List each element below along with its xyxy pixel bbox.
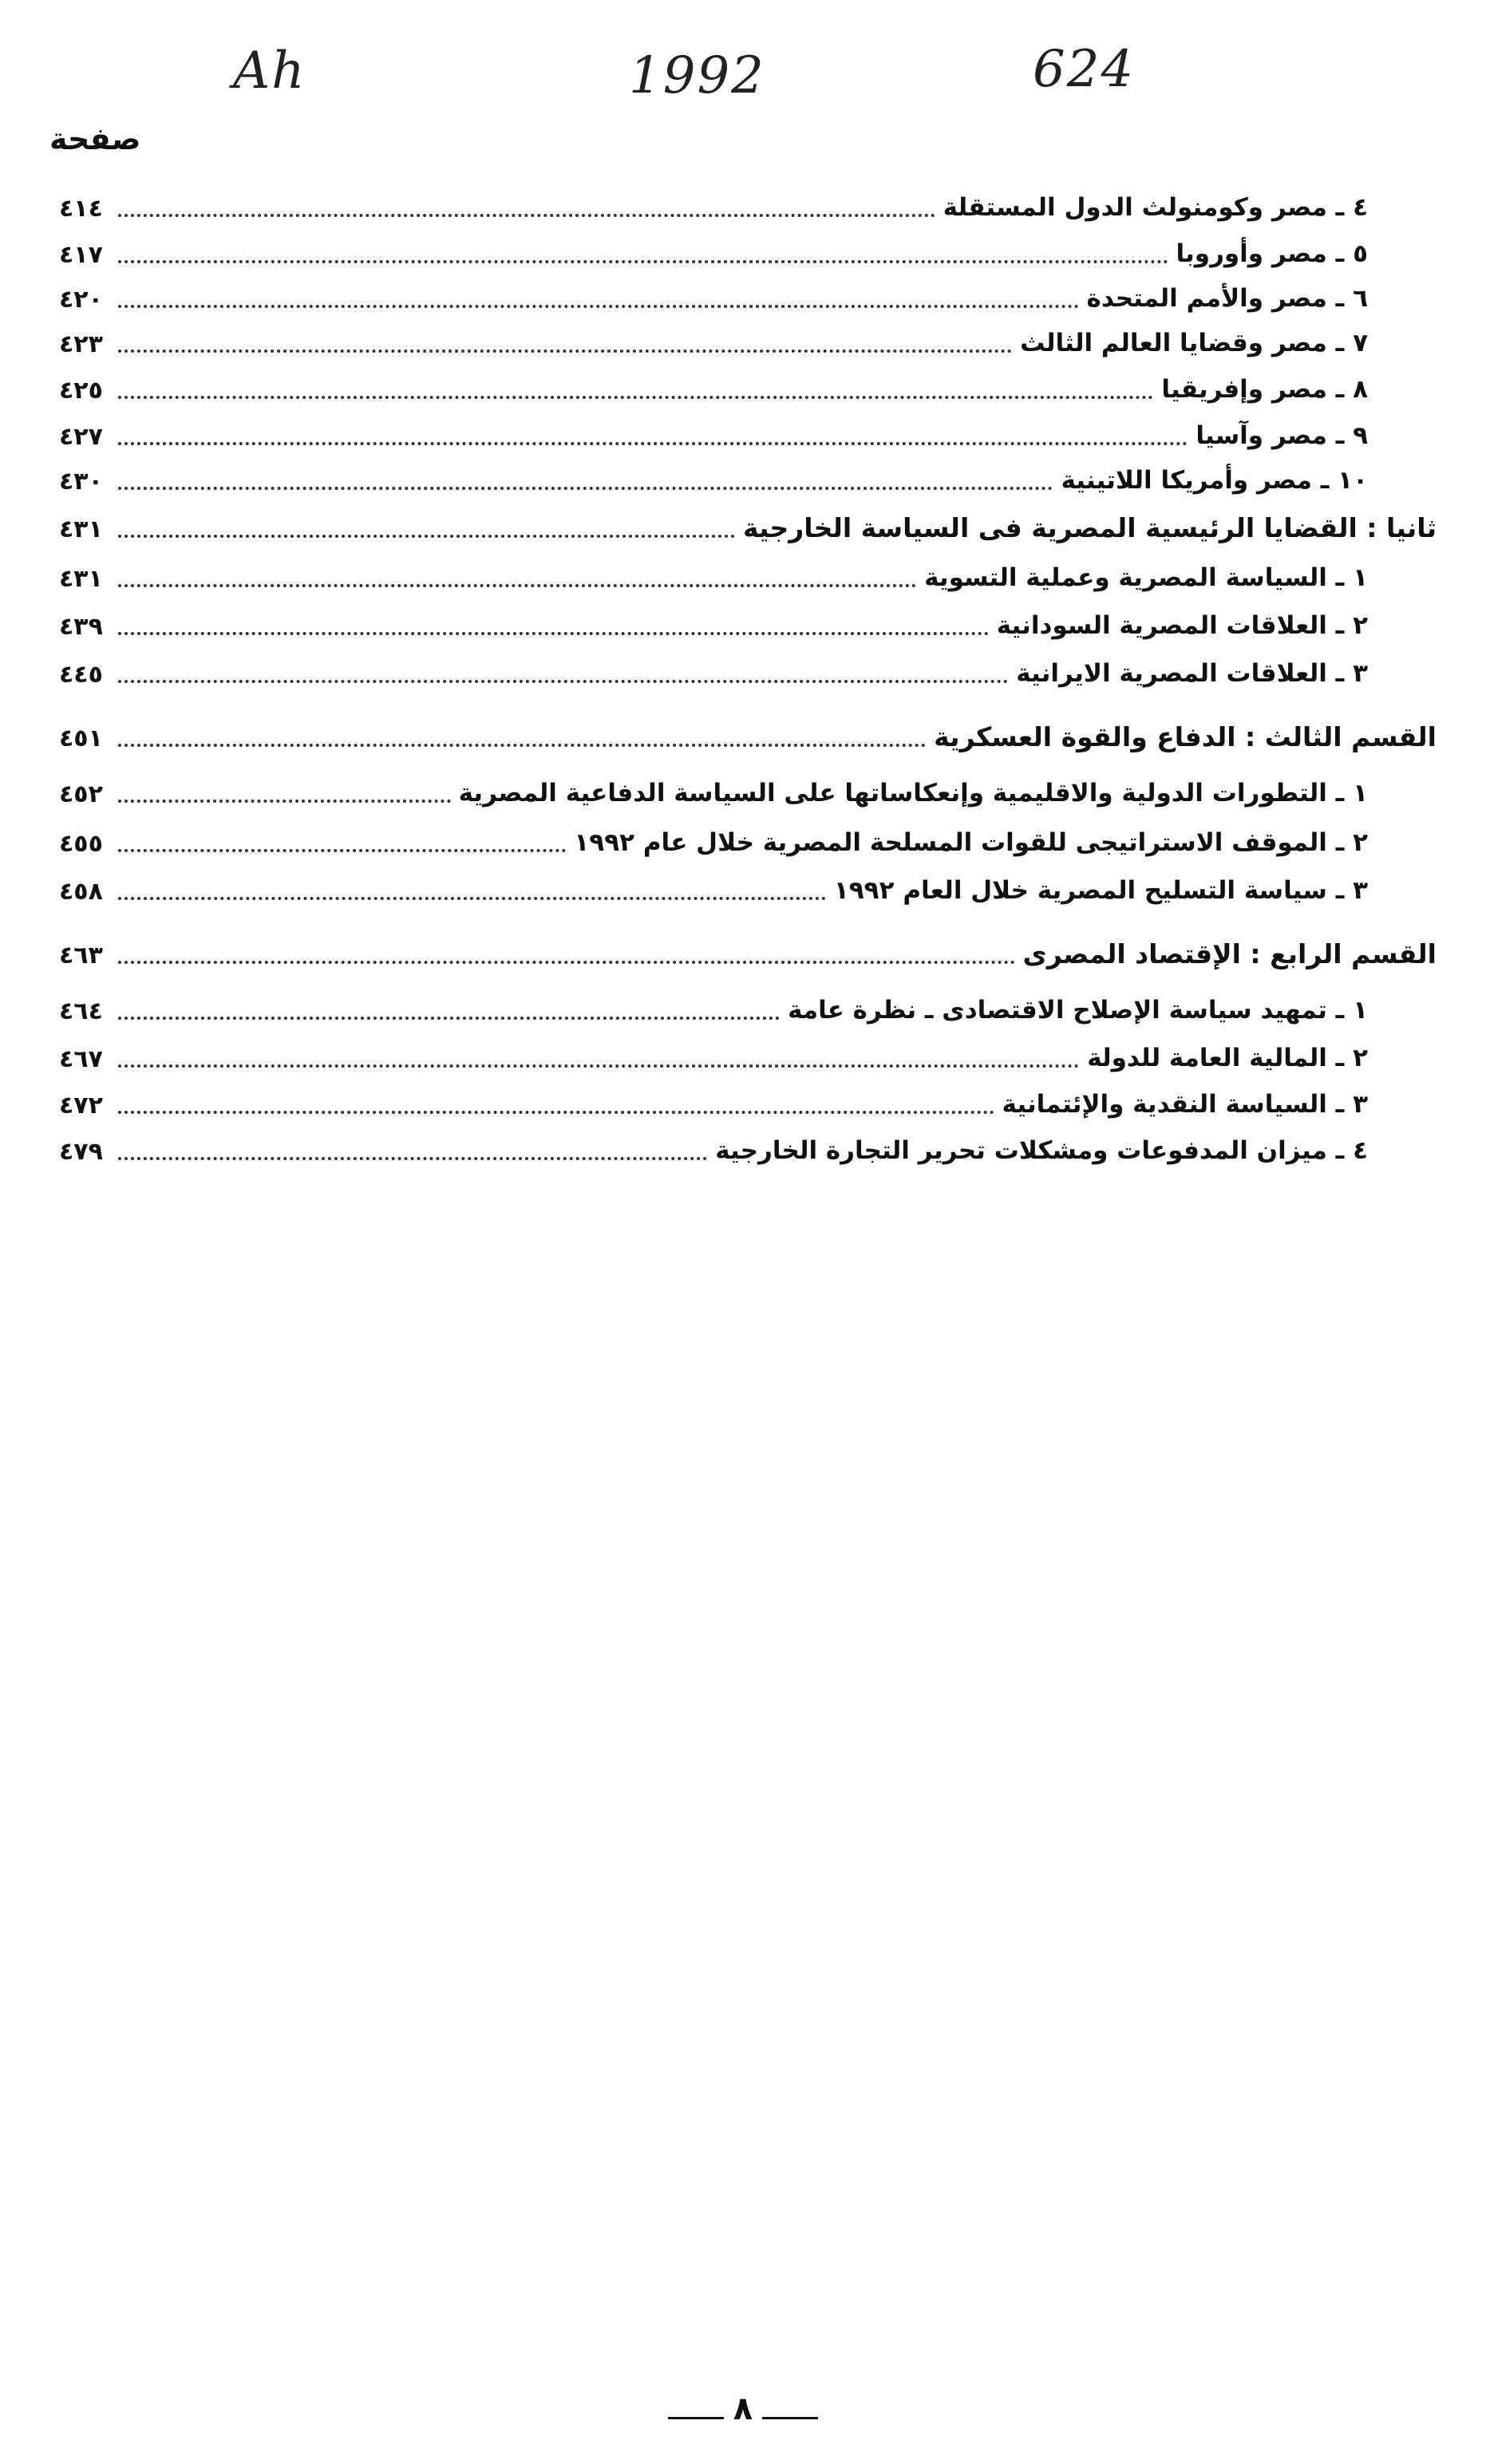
dot-leader xyxy=(118,214,935,217)
dot-leader xyxy=(118,584,916,587)
dot-leader xyxy=(118,1157,707,1160)
toc-page-number: ٤٣٩ xyxy=(59,613,103,641)
toc-entry-title: ١ ـ تمهيد سياسة الإصلاح الاقتصادى ـ نظرة عامة xyxy=(788,996,1368,1025)
toc-section-heading xyxy=(59,927,1437,970)
toc-entry-title: ٨ ـ مصر وإفريقيا xyxy=(1161,375,1368,404)
dot-leader xyxy=(118,1064,1079,1068)
dot-leader xyxy=(118,349,1012,353)
toc-page-number: ٤٢٥ xyxy=(59,377,103,405)
dot-leader xyxy=(118,849,566,852)
toc-page-number: ٤٢٣ xyxy=(59,330,103,358)
toc-section-title: القسم الرابع : الإقتصاد المصرى xyxy=(1022,938,1437,969)
toc-section-title: ثانيا : القضايا الرئيسية المصرية فى السياسة الخارجية xyxy=(743,512,1437,543)
dot-leader xyxy=(118,487,1053,490)
toc-entry xyxy=(59,598,1437,642)
dot-leader xyxy=(118,260,1168,263)
toc-entry-title: ٤ ـ مصر وكومنولث الدول المستقلة xyxy=(943,193,1368,222)
toc-entry-title: ١ ـ التطورات الدولية والاقليمية وإنعكاساتها على السياسة الدفاعية المصرية xyxy=(458,779,1368,808)
toc-page-number: ٤٥٥ xyxy=(59,830,103,858)
dot-leader xyxy=(118,535,735,538)
toc-page-number: ٤٦٣ xyxy=(59,942,103,969)
toc-entry xyxy=(59,409,1437,452)
toc-entry-title: ٣ ـ العلاقات المصرية الايرانية xyxy=(1016,659,1368,688)
toc-entry xyxy=(59,1123,1437,1167)
toc-page-number: ٤٢٧ xyxy=(59,423,103,451)
handwritten-annotation-number: 624 xyxy=(1033,40,1136,99)
toc-entry xyxy=(59,551,1437,594)
toc-page-number: ٤٥٢ xyxy=(59,780,103,808)
toc-entry xyxy=(59,863,1437,906)
dot-leader xyxy=(118,632,989,635)
toc-entry-title: ٢ ـ العلاقات المصرية السودانية xyxy=(996,611,1368,640)
dot-leader xyxy=(118,1111,994,1114)
footer-dash-right xyxy=(762,2417,818,2419)
toc-entry-title: ١ ـ السياسة المصرية وعملية التسوية xyxy=(924,563,1368,592)
page-footer xyxy=(0,2391,1486,2427)
page-number: ٨ xyxy=(733,2391,753,2427)
toc-entry-title: ١٠ ـ مصر وأمريكا اللاتينية xyxy=(1061,466,1368,495)
toc-page-number: ٤٣٠ xyxy=(59,468,103,496)
toc-entry-title: ٧ ـ مصر وقضايا العالم الثالث xyxy=(1020,329,1368,357)
toc-entry xyxy=(59,815,1437,859)
toc-page-number: ٤٦٤ xyxy=(59,997,103,1025)
footer-dash-left xyxy=(668,2417,724,2419)
toc-page-number: ٤٧٩ xyxy=(59,1138,103,1166)
toc-entry xyxy=(59,180,1437,223)
handwritten-annotation-year: 1992 xyxy=(629,46,765,105)
toc-entry xyxy=(59,271,1437,314)
toc-entry-title: ٩ ـ مصر وآسيا xyxy=(1196,421,1368,450)
dot-leader xyxy=(118,897,826,900)
toc-entry-title: ٣ ـ سياسة التسليح المصرية خلال العام ١٩٩٢ xyxy=(833,876,1368,905)
toc-entry-title: ٢ ـ المالية العامة للدولة xyxy=(1087,1044,1368,1072)
toc-entry-title: ٢ ـ الموقف الاستراتيجى للقوات المسلحة المصرية خلال عام ١٩٩٢ xyxy=(574,828,1368,857)
toc-entry xyxy=(59,316,1437,359)
dot-leader xyxy=(118,1017,780,1020)
toc-page-number: ٤٧٢ xyxy=(59,1092,103,1119)
toc-entry xyxy=(59,646,1437,689)
toc-entry xyxy=(59,766,1437,809)
toc-page-number: ٤١٤ xyxy=(59,195,103,223)
dot-leader xyxy=(118,800,451,803)
dot-leader xyxy=(118,442,1188,445)
handwritten-annotation-left: Ah xyxy=(233,41,306,101)
toc-section-heading xyxy=(59,710,1437,753)
toc-page-number: ٤٥١ xyxy=(59,725,103,752)
toc-page-number: ٤٤٥ xyxy=(59,661,103,689)
toc-page-number: ٤٥٨ xyxy=(59,878,103,906)
toc-page-number: ٤٣١ xyxy=(59,515,103,543)
dot-leader xyxy=(118,680,1008,683)
toc-entry xyxy=(59,227,1437,270)
dot-leader xyxy=(118,961,1015,964)
dot-leader xyxy=(118,396,1153,399)
toc-page-number: ٤١٧ xyxy=(59,241,103,269)
toc-entry-title: ٦ ـ مصر والأمم المتحدة xyxy=(1086,284,1368,313)
dot-leader xyxy=(118,305,1079,308)
toc-entry xyxy=(59,1031,1437,1074)
dot-leader xyxy=(118,744,926,747)
toc-entry-title: ٣ ـ السياسة النقدية والإئتمانية xyxy=(1002,1090,1368,1119)
toc-entry xyxy=(59,362,1437,405)
toc-entry xyxy=(59,453,1437,496)
toc-page-number: ٤٣١ xyxy=(59,565,103,593)
toc-page-number: ٤٦٧ xyxy=(59,1045,103,1073)
page-column-header: صفحة xyxy=(49,121,141,156)
toc-entry xyxy=(59,983,1437,1026)
toc-entry xyxy=(59,1077,1437,1120)
toc-section-heading xyxy=(59,501,1437,544)
toc-section-title: القسم الثالث : الدفاع والقوة العسكرية xyxy=(934,721,1437,752)
toc-entry-title: ٥ ـ مصر وأوروبا xyxy=(1176,239,1368,268)
toc-page-number: ٤٢٠ xyxy=(59,286,103,314)
toc-entry-title: ٤ ـ ميزان المدفوعات ومشكلات تحرير التجارة الخارجية xyxy=(715,1136,1368,1165)
